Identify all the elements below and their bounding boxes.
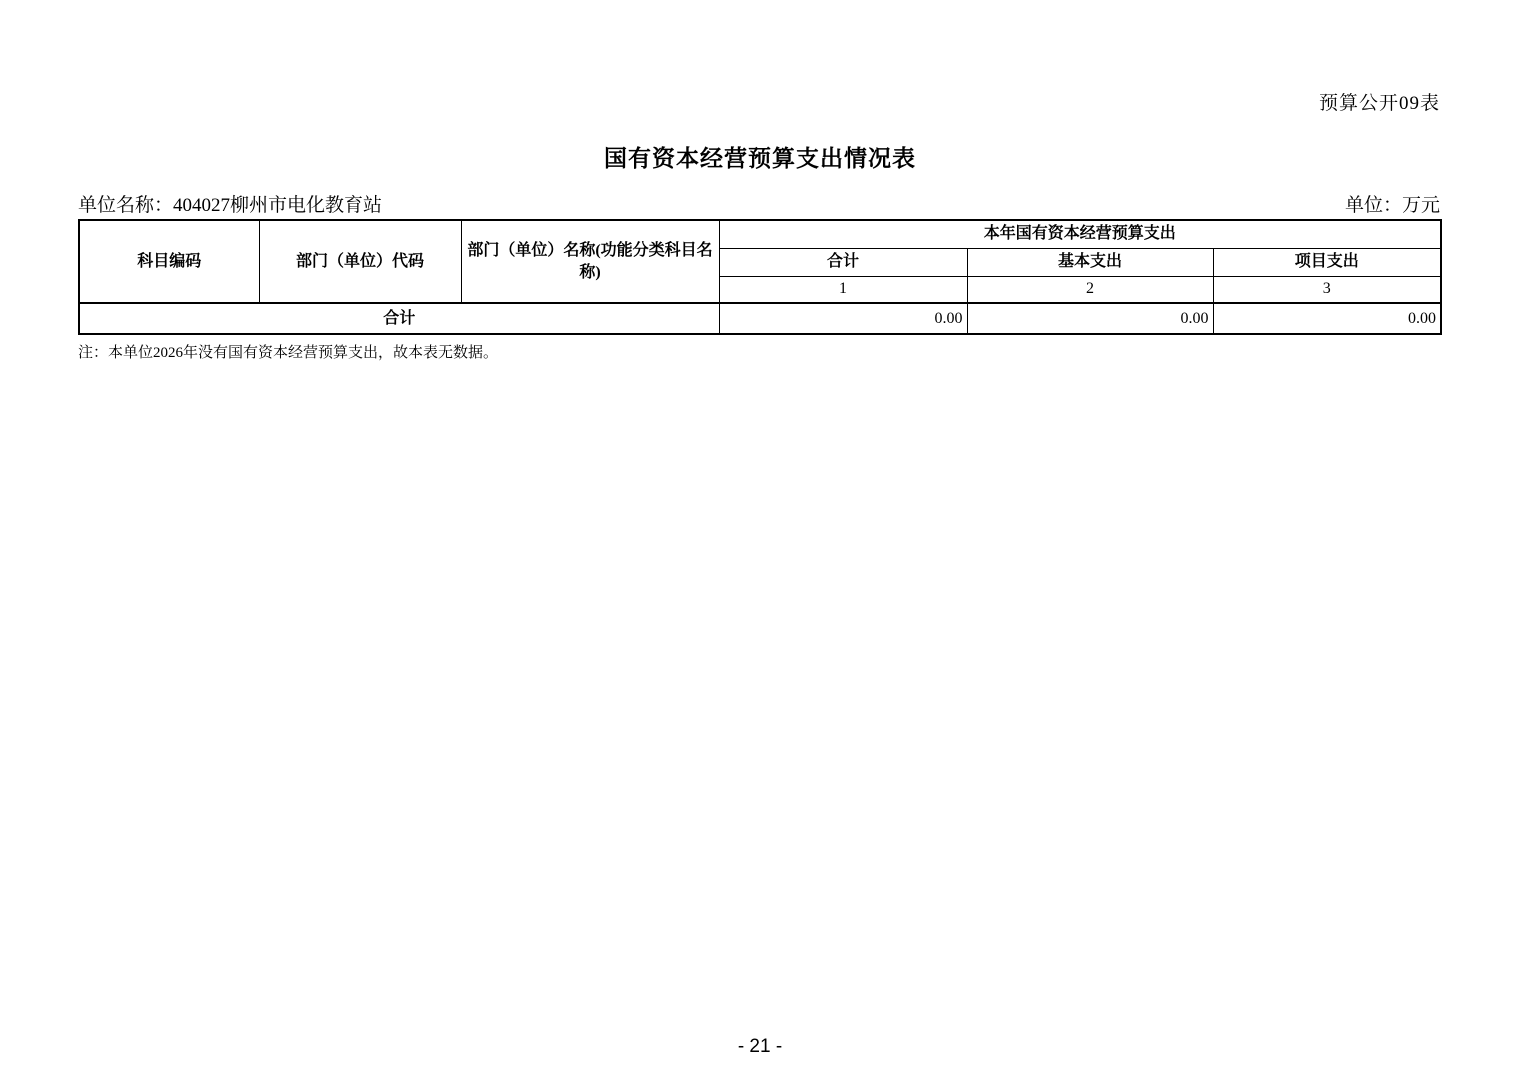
column-header-project-expenditure: 项目支出 — [1213, 248, 1441, 276]
column-number-3: 3 — [1213, 276, 1441, 303]
row-label-total: 合计 — [79, 303, 719, 334]
page-number: - 21 - — [737, 1036, 783, 1057]
table-header-row-1 — [79, 220, 1441, 248]
sheet-number-label: 预算公开09表 — [1318, 93, 1440, 114]
cell-total-value: 0.00 — [719, 303, 967, 334]
unit-of-measure-label: 单位：万元 — [1344, 195, 1440, 216]
column-header-basic-expenditure: 基本支出 — [967, 248, 1213, 276]
column-header-total: 合计 — [719, 248, 967, 276]
page-title: 国有资本经营预算支出情况表 — [604, 146, 916, 171]
unit-name-label: 单位名称：404027柳州市电化教育站 — [78, 195, 383, 216]
cell-project-expenditure-value: 0.00 — [1213, 303, 1441, 334]
column-group-header-current-year-expenditure: 本年国有资本经营预算支出 — [719, 220, 1441, 248]
unit-info-row — [78, 190, 1440, 217]
column-number-2: 2 — [967, 276, 1213, 303]
cell-basic-expenditure-value: 0.00 — [967, 303, 1213, 334]
column-header-dept-name: 部门（单位）名称(功能分类科目名称) — [461, 220, 719, 303]
column-header-dept-code: 部门（单位）代码 — [259, 220, 461, 303]
footnote: 注：本单位2026年没有国有资本经营预算支出，故本表无数据。 — [78, 345, 499, 361]
budget-expenditure-table — [78, 219, 1442, 335]
column-number-1: 1 — [719, 276, 967, 303]
column-header-subject-code: 科目编码 — [79, 220, 259, 303]
table-row-total — [79, 303, 1441, 334]
